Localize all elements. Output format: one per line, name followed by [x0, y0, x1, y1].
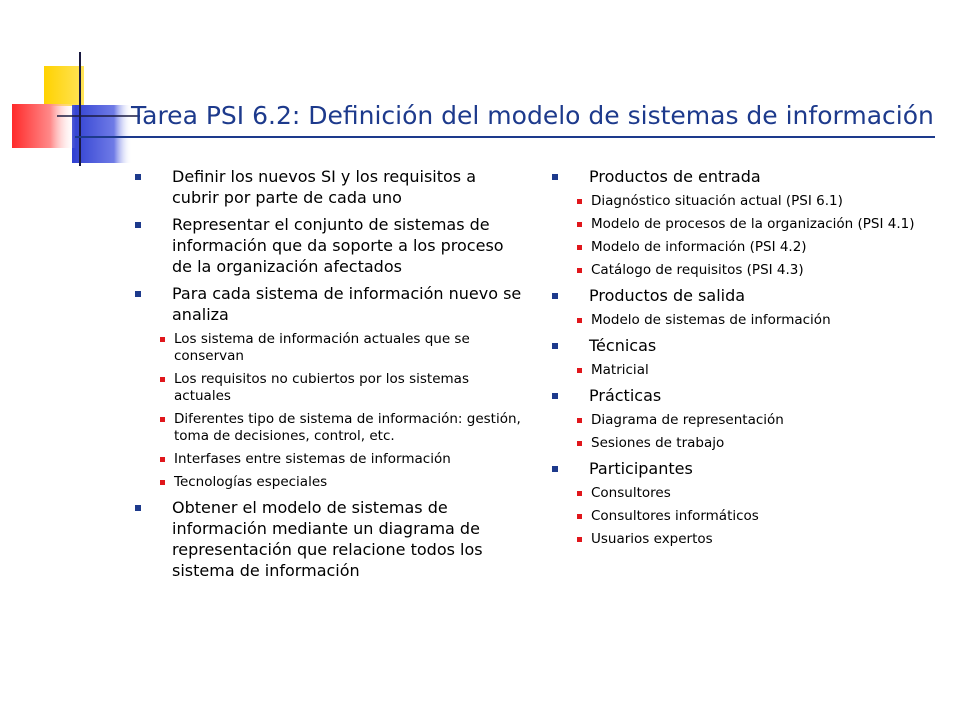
right-bullet-item	[549, 385, 939, 452]
sub-bullet-item: Interfases entre sistemas de información	[132, 451, 527, 468]
deco-yellow-square	[44, 66, 84, 106]
sub-bullet-item: Modelo de procesos de la organización (PSI 4.1)	[549, 216, 939, 233]
left-bullet-item	[132, 283, 527, 491]
sub-bullet-item: Diagnóstico situación actual (PSI 6.1)	[549, 193, 939, 210]
slide-title: Tarea PSI 6.2: Definición del modelo de sistemas de información	[131, 101, 934, 130]
bullet-text: Representar el conjunto de sistemas de información que da soporte a los proceso de la organización afectados	[172, 215, 504, 276]
corner-decoration	[0, 0, 140, 180]
sub-bullet-item: Los requisitos no cubiertos por los sistemas actuales	[132, 371, 527, 405]
left-column	[132, 166, 527, 587]
bullet-text: Técnicas	[589, 336, 657, 355]
sub-bullet-item: Los sistema de información actuales que se conservan	[132, 331, 527, 365]
left-bullet-list	[132, 166, 527, 581]
right-column	[549, 166, 939, 554]
left-bullet-item	[132, 497, 527, 581]
right-bullet-item	[549, 285, 939, 329]
sub-bullet-item: Consultores	[549, 485, 939, 502]
left-bullet-item	[132, 166, 527, 208]
left-bullet-item	[132, 214, 527, 277]
sub-bullet-list	[589, 485, 939, 548]
bullet-text: Definir los nuevos SI y los requisitos a cubrir por parte de cada uno	[172, 167, 477, 207]
sub-bullet-list	[589, 412, 939, 452]
right-bullet-list	[549, 166, 939, 548]
bullet-text: Productos de entrada	[589, 167, 761, 186]
sub-bullet-item: Modelo de sistemas de información	[549, 312, 939, 329]
sub-bullet-list	[589, 362, 939, 379]
right-bullet-item	[549, 335, 939, 379]
title-underline	[75, 136, 935, 138]
sub-bullet-item: Diferentes tipo de sistema de información: gestión, toma de decisiones, control, etc.	[132, 411, 527, 445]
bullet-text: Prácticas	[589, 386, 662, 405]
sub-bullet-item: Sesiones de trabajo	[549, 435, 939, 452]
bullet-text: Participantes	[589, 459, 693, 478]
deco-red-square	[12, 104, 76, 148]
sub-bullet-item: Consultores informáticos	[549, 508, 939, 525]
sub-bullet-item: Tecnologías especiales	[132, 474, 527, 491]
right-bullet-item	[549, 166, 939, 279]
sub-bullet-list	[172, 331, 527, 491]
sub-bullet-item: Modelo de información (PSI 4.2)	[549, 239, 939, 256]
sub-bullet-item: Catálogo de requisitos (PSI 4.3)	[549, 262, 939, 279]
sub-bullet-list	[589, 193, 939, 279]
right-bullet-item	[549, 458, 939, 548]
sub-bullet-item: Diagrama de representación	[549, 412, 939, 429]
sub-bullet-list	[589, 312, 939, 329]
bullet-text: Para cada sistema de información nuevo se analiza	[172, 284, 522, 324]
sub-bullet-item: Usuarios expertos	[549, 531, 939, 548]
sub-bullet-item: Matricial	[549, 362, 939, 379]
bullet-text: Obtener el modelo de sistemas de información mediante un diagrama de representación que relacione todos los sistema de información	[172, 498, 483, 580]
bullet-text: Productos de salida	[589, 286, 746, 305]
